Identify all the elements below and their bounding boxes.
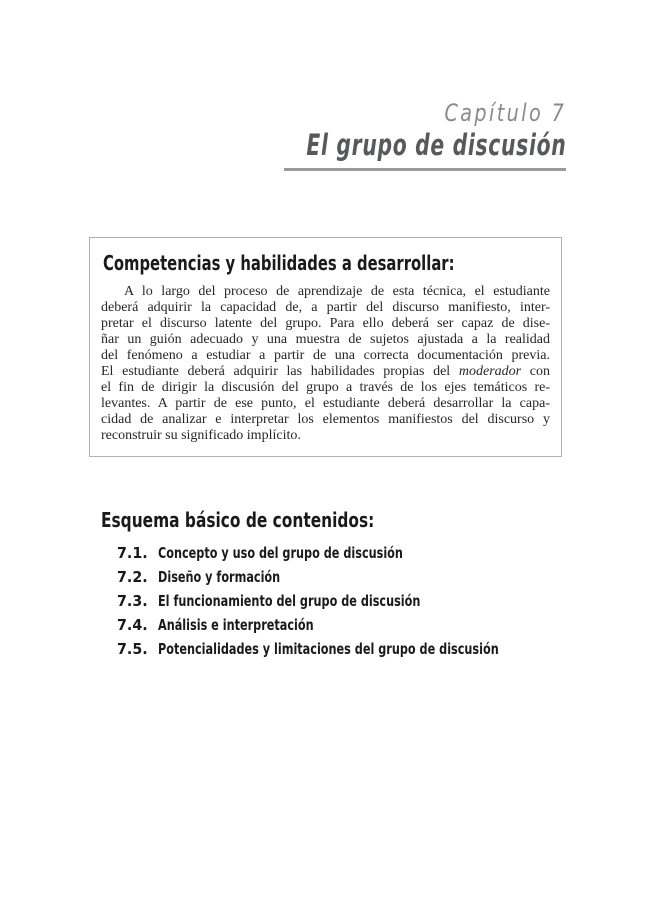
toc-item [117,546,612,561]
toc-item [117,570,612,585]
toc-item-number: 7.5. [117,640,148,658]
paragraph-line: deberá adquirir la capacidad de, a partir del discurso manifiesto, inter- [101,300,550,315]
competencies-box [89,237,562,457]
paragraph-line: reconstruir su significado implícito. [101,428,301,443]
paragraph-line: El estudiante deberá adquirir las habilidades propias del moderador con [101,364,551,379]
toc-item-number: 7.3. [117,592,148,610]
competencies-heading-text: Competencias y habilidades a desarrollar: [103,251,455,275]
chapter-header [195,101,566,171]
toc-item-number: 7.1. [117,544,148,562]
toc-item-label: Concepto y uso del grupo de discusión [158,544,403,562]
paragraph-line: ñar un guión adecuado y una muestra de sujetos ajustada a la realidad [101,332,550,347]
competencies-paragraph [101,284,550,444]
chapter-title-underline [284,168,566,171]
contents-list [117,546,612,666]
toc-item-label: Potencialidades y limitaciones del grupo de discusión [158,640,499,658]
contents-heading-text: Esquema básico de contenidos: [101,508,375,532]
toc-item-number: 7.4. [117,616,148,634]
chapter-label [195,101,566,125]
paragraph-line: pretar el discurso latente del grupo. Para ello deberá ser capaz de dise- [101,316,550,331]
paragraph-line: A lo largo del proceso de aprendizaje de esta técnica, el estudiante [124,284,550,299]
toc-item-label: Análisis e interpretación [158,616,314,634]
chapter-title-text: El grupo de discusión [306,128,566,162]
chapter-label-text: Capítulo 7 [444,99,566,127]
toc-item [117,642,612,657]
toc-item-label: El funcionamiento del grupo de discusión [158,592,421,610]
paragraph-line: levantes. A partir de ese punto, el estudiante deberá desarrollar la capa- [101,396,550,411]
paragraph-line: el fin de dirigir la discusión del grupo a través de los ejes temáticos re- [101,380,550,395]
competencies-heading [103,252,550,274]
paragraph-line: del fenómeno a estudiar a partir de una correcta documentación previa. [101,348,550,363]
chapter-title [195,128,566,162]
toc-item-number: 7.2. [117,568,148,586]
paragraph-line: cidad de analizar e interpretar los elementos manifiestos del discurso y [101,412,550,427]
toc-item-label: Diseño y formación [158,568,281,586]
toc-item [117,594,612,609]
toc-item [117,618,612,633]
contents-heading [101,509,456,531]
